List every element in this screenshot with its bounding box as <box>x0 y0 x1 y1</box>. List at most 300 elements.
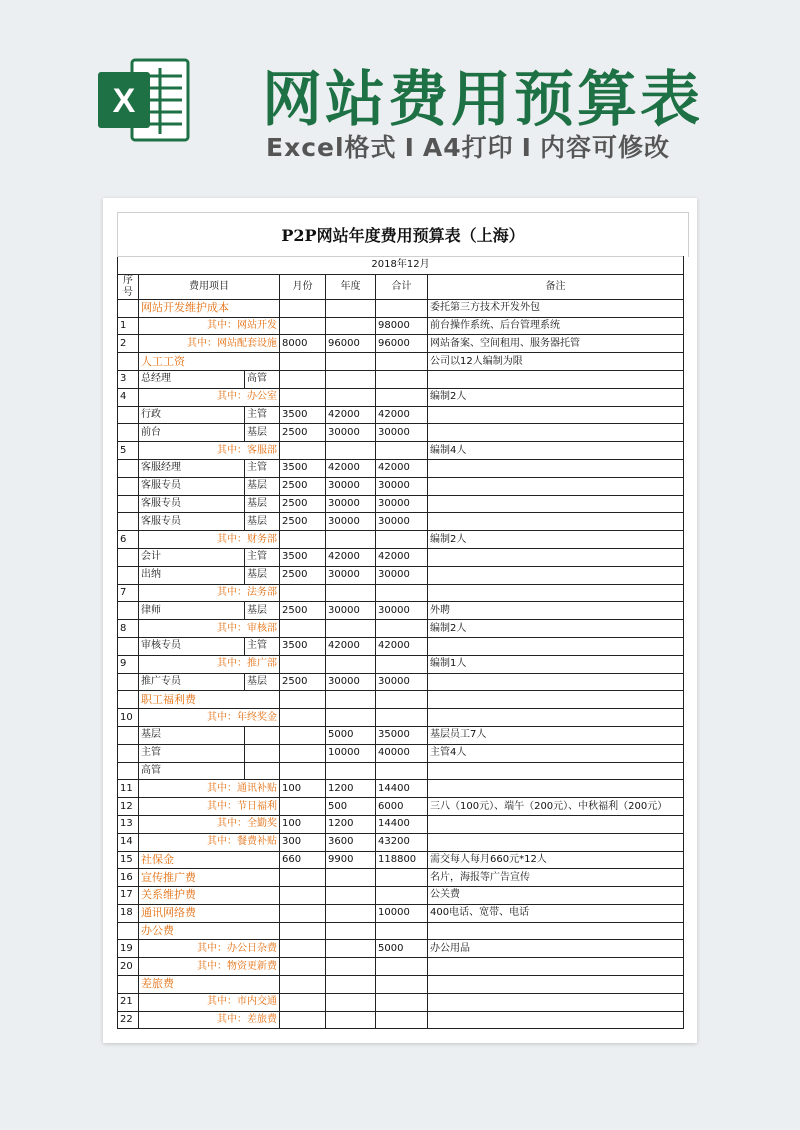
cell-note[interactable] <box>428 477 684 495</box>
cell-item[interactable]: 客服专员 <box>139 477 245 495</box>
cell-item[interactable]: 客服专员 <box>139 495 245 513</box>
cell-monthly[interactable]: 2500 <box>280 513 326 531</box>
cell-level[interactable]: 高管 <box>245 370 280 388</box>
cell-item[interactable]: 关系维护费 <box>139 887 280 905</box>
cell-monthly[interactable]: 2500 <box>280 602 326 620</box>
cell-seq[interactable] <box>118 513 139 531</box>
table-row <box>118 353 684 371</box>
cell-item[interactable]: 办公费 <box>139 922 280 940</box>
col-header-annual[interactable]: 年度 <box>326 274 376 299</box>
cell-item[interactable]: 差旅费 <box>139 976 280 994</box>
cell-seq[interactable] <box>118 353 139 371</box>
table-row <box>118 815 684 833</box>
cell-total[interactable]: 118800 <box>376 851 428 869</box>
subtitle-separator: I <box>404 133 415 162</box>
table-row <box>118 513 684 531</box>
cell-total[interactable] <box>376 922 428 940</box>
cell-total[interactable]: 30000 <box>376 513 428 531</box>
cell-monthly[interactable]: 3500 <box>280 637 326 655</box>
sheet-date[interactable]: 2018年12月 <box>118 257 684 275</box>
cell-annual[interactable] <box>326 584 376 602</box>
cell-total[interactable] <box>376 584 428 602</box>
cell-item[interactable]: 其中：全勤奖 <box>139 815 280 833</box>
cell-note[interactable]: 公关费 <box>428 887 684 905</box>
cell-annual[interactable]: 3600 <box>326 833 376 851</box>
cell-total[interactable]: 5000 <box>376 940 428 958</box>
cell-annual[interactable] <box>326 1011 376 1029</box>
table-row <box>118 584 684 602</box>
cell-monthly[interactable]: 8000 <box>280 335 326 353</box>
table-row <box>118 833 684 851</box>
cell-annual[interactable] <box>326 531 376 549</box>
cell-level[interactable]: 基层 <box>245 477 280 495</box>
cell-total[interactable]: 30000 <box>376 424 428 442</box>
cell-seq[interactable]: 17 <box>118 887 139 905</box>
cell-item[interactable]: 主管 <box>139 744 245 762</box>
cell-note[interactable] <box>428 370 684 388</box>
cell-total[interactable] <box>376 655 428 673</box>
cell-monthly[interactable] <box>280 993 326 1011</box>
cell-seq[interactable]: 13 <box>118 815 139 833</box>
cell-note[interactable]: 编制2人 <box>428 620 684 638</box>
cell-seq[interactable]: 16 <box>118 869 139 887</box>
cell-total[interactable]: 30000 <box>376 602 428 620</box>
cell-note[interactable] <box>428 495 684 513</box>
cell-total[interactable] <box>376 958 428 976</box>
table-row <box>118 424 684 442</box>
cell-item[interactable]: 其中：差旅费 <box>139 1011 280 1029</box>
cell-annual[interactable] <box>326 655 376 673</box>
cell-monthly[interactable] <box>280 299 326 317</box>
cell-total[interactable]: 14400 <box>376 815 428 833</box>
cell-item[interactable]: 职工福利费 <box>139 691 280 709</box>
cell-note[interactable] <box>428 548 684 566</box>
cell-monthly[interactable]: 2500 <box>280 424 326 442</box>
cell-annual[interactable] <box>326 370 376 388</box>
col-header-monthly[interactable]: 月份 <box>280 274 326 299</box>
header-row <box>118 274 684 299</box>
cell-annual[interactable] <box>326 869 376 887</box>
cell-note[interactable] <box>428 406 684 424</box>
cell-seq[interactable]: 6 <box>118 531 139 549</box>
cell-annual[interactable] <box>326 958 376 976</box>
table-row <box>118 922 684 940</box>
cell-annual[interactable] <box>326 620 376 638</box>
table-row <box>118 744 684 762</box>
cell-total[interactable] <box>376 993 428 1011</box>
table-row <box>118 317 684 335</box>
cell-seq[interactable] <box>118 477 139 495</box>
cell-total[interactable]: 6000 <box>376 798 428 816</box>
cell-annual[interactable]: 1200 <box>326 815 376 833</box>
cell-seq[interactable]: 14 <box>118 833 139 851</box>
cell-annual[interactable]: 10000 <box>326 744 376 762</box>
col-header-seq[interactable]: 序号 <box>118 274 139 299</box>
cell-item[interactable]: 网站开发维护成本 <box>139 299 280 317</box>
subtitle-format: Excel格式 <box>266 133 397 162</box>
cell-monthly[interactable]: 3500 <box>280 548 326 566</box>
cell-note[interactable]: 基层员工7人 <box>428 726 684 744</box>
cell-level[interactable]: 基层 <box>245 495 280 513</box>
cell-annual[interactable]: 30000 <box>326 602 376 620</box>
cell-annual[interactable]: 5000 <box>326 726 376 744</box>
cell-seq[interactable]: 9 <box>118 655 139 673</box>
cell-seq[interactable]: 2 <box>118 335 139 353</box>
cell-item[interactable]: 其中：年终奖金 <box>139 709 280 727</box>
cell-total[interactable] <box>376 709 428 727</box>
cell-annual[interactable] <box>326 317 376 335</box>
cell-item[interactable]: 律师 <box>139 602 245 620</box>
cell-item[interactable]: 宣传推广费 <box>139 869 280 887</box>
cell-seq[interactable]: 20 <box>118 958 139 976</box>
table-row <box>118 780 684 798</box>
cell-seq[interactable] <box>118 602 139 620</box>
cell-item[interactable]: 其中：办公日杂费 <box>139 940 280 958</box>
cell-note[interactable]: 前台操作系统、后台管理系统 <box>428 317 684 335</box>
cell-item[interactable]: 通讯网络费 <box>139 904 280 922</box>
cell-annual[interactable] <box>326 904 376 922</box>
cell-level[interactable] <box>245 726 280 744</box>
cell-note[interactable]: 公司以12人编制为限 <box>428 353 684 371</box>
cell-total[interactable]: 35000 <box>376 726 428 744</box>
cell-note[interactable] <box>428 780 684 798</box>
cell-item[interactable]: 其中：网站配套设施 <box>139 335 280 353</box>
cell-note[interactable]: 委托第三方技术开发外包 <box>428 299 684 317</box>
cell-total[interactable]: 42000 <box>376 548 428 566</box>
cell-seq[interactable] <box>118 922 139 940</box>
cell-item[interactable]: 社保金 <box>139 851 280 869</box>
cell-monthly[interactable]: 2500 <box>280 495 326 513</box>
cell-item[interactable]: 推广专员 <box>139 673 245 691</box>
cell-annual[interactable]: 1200 <box>326 780 376 798</box>
cell-total[interactable]: 42000 <box>376 637 428 655</box>
cell-seq[interactable]: 8 <box>118 620 139 638</box>
cell-level[interactable]: 基层 <box>245 602 280 620</box>
cell-monthly[interactable] <box>280 922 326 940</box>
cell-seq[interactable] <box>118 691 139 709</box>
cell-level[interactable] <box>245 762 280 780</box>
subtitle <box>266 128 670 164</box>
cell-seq[interactable]: 21 <box>118 993 139 1011</box>
table-row <box>118 655 684 673</box>
cell-annual[interactable]: 30000 <box>326 513 376 531</box>
cell-item[interactable]: 其中：法务部 <box>139 584 280 602</box>
cell-note[interactable]: 办公用品 <box>428 940 684 958</box>
cell-monthly[interactable]: 2500 <box>280 566 326 584</box>
cell-annual[interactable] <box>326 691 376 709</box>
cell-annual[interactable]: 30000 <box>326 495 376 513</box>
cell-monthly[interactable] <box>280 317 326 335</box>
cell-item[interactable]: 其中：市内交通 <box>139 993 280 1011</box>
cell-total[interactable] <box>376 370 428 388</box>
cell-seq[interactable]: 1 <box>118 317 139 335</box>
cell-level[interactable]: 主管 <box>245 406 280 424</box>
cell-seq[interactable] <box>118 726 139 744</box>
cell-monthly[interactable]: 3500 <box>280 406 326 424</box>
table-row <box>118 459 684 477</box>
cell-total[interactable] <box>376 353 428 371</box>
cell-note[interactable]: 编制2人 <box>428 531 684 549</box>
cell-total[interactable] <box>376 869 428 887</box>
cell-monthly[interactable] <box>280 370 326 388</box>
table-row <box>118 709 684 727</box>
cell-item[interactable]: 其中：审核部 <box>139 620 280 638</box>
spreadsheet-page <box>103 198 697 1043</box>
cell-seq[interactable]: 18 <box>118 904 139 922</box>
cell-seq[interactable] <box>118 762 139 780</box>
cell-level[interactable]: 基层 <box>245 424 280 442</box>
cell-item[interactable]: 其中：通讯补贴 <box>139 780 280 798</box>
cell-total[interactable]: 30000 <box>376 566 428 584</box>
cell-seq[interactable] <box>118 406 139 424</box>
cell-note[interactable] <box>428 424 684 442</box>
cell-note[interactable] <box>428 691 684 709</box>
cell-total[interactable]: 43200 <box>376 833 428 851</box>
cell-item[interactable]: 其中：客服部 <box>139 442 280 460</box>
cell-note[interactable] <box>428 958 684 976</box>
cell-annual[interactable]: 42000 <box>326 548 376 566</box>
cell-seq[interactable] <box>118 976 139 994</box>
cell-annual[interactable] <box>326 299 376 317</box>
cell-monthly[interactable] <box>280 1011 326 1029</box>
table-row <box>118 566 684 584</box>
cell-item[interactable]: 其中：餐费补贴 <box>139 833 280 851</box>
cell-level[interactable]: 基层 <box>245 513 280 531</box>
cell-monthly[interactable]: 3500 <box>280 459 326 477</box>
cell-annual[interactable]: 9900 <box>326 851 376 869</box>
cell-monthly[interactable] <box>280 976 326 994</box>
cell-note[interactable] <box>428 459 684 477</box>
cell-note[interactable]: 400电话、宽带、电话 <box>428 904 684 922</box>
cell-seq[interactable] <box>118 459 139 477</box>
cell-item[interactable]: 其中：物资更新费 <box>139 958 280 976</box>
cell-total[interactable] <box>376 762 428 780</box>
cell-note[interactable] <box>428 673 684 691</box>
cell-seq[interactable] <box>118 424 139 442</box>
cell-monthly[interactable]: 2500 <box>280 477 326 495</box>
cell-monthly[interactable] <box>280 353 326 371</box>
cell-note[interactable] <box>428 566 684 584</box>
cell-monthly[interactable] <box>280 442 326 460</box>
cell-item[interactable]: 会计 <box>139 548 245 566</box>
cell-total[interactable] <box>376 887 428 905</box>
cell-monthly[interactable] <box>280 620 326 638</box>
cell-seq[interactable]: 4 <box>118 388 139 406</box>
table-row <box>118 851 684 869</box>
cell-annual[interactable] <box>326 940 376 958</box>
cell-seq[interactable]: 3 <box>118 370 139 388</box>
cell-monthly[interactable] <box>280 726 326 744</box>
cell-item[interactable]: 其中：推广部 <box>139 655 280 673</box>
table-row <box>118 673 684 691</box>
cell-monthly[interactable] <box>280 709 326 727</box>
cell-seq[interactable]: 7 <box>118 584 139 602</box>
budget-table <box>117 256 684 1029</box>
col-header-note[interactable]: 备注 <box>428 274 684 299</box>
cell-item[interactable]: 出纳 <box>139 566 245 584</box>
table-row <box>118 726 684 744</box>
cell-item[interactable]: 其中：办公室 <box>139 388 280 406</box>
cell-total[interactable]: 42000 <box>376 459 428 477</box>
cell-annual[interactable]: 30000 <box>326 673 376 691</box>
cell-annual[interactable] <box>326 922 376 940</box>
cell-note[interactable]: 外聘 <box>428 602 684 620</box>
cell-monthly[interactable] <box>280 940 326 958</box>
cell-seq[interactable]: 12 <box>118 798 139 816</box>
table-row <box>118 370 684 388</box>
cell-seq[interactable]: 5 <box>118 442 139 460</box>
cell-total[interactable]: 14400 <box>376 780 428 798</box>
cell-note[interactable] <box>428 584 684 602</box>
cell-monthly[interactable] <box>280 887 326 905</box>
cell-seq[interactable]: 19 <box>118 940 139 958</box>
cell-total[interactable] <box>376 620 428 638</box>
cell-total[interactable] <box>376 299 428 317</box>
table-row <box>118 887 684 905</box>
cell-total[interactable] <box>376 691 428 709</box>
cell-annual[interactable] <box>326 993 376 1011</box>
cell-seq[interactable] <box>118 566 139 584</box>
cell-note[interactable] <box>428 993 684 1011</box>
cell-note[interactable]: 主管4人 <box>428 744 684 762</box>
cell-level[interactable]: 主管 <box>245 637 280 655</box>
cell-monthly[interactable] <box>280 655 326 673</box>
cell-monthly[interactable] <box>280 584 326 602</box>
cell-note[interactable] <box>428 922 684 940</box>
logo-letter: X <box>112 82 136 120</box>
cell-total[interactable]: 30000 <box>376 495 428 513</box>
cell-item[interactable]: 其中：节日福利 <box>139 798 280 816</box>
cell-level[interactable]: 主管 <box>245 548 280 566</box>
cell-monthly[interactable] <box>280 869 326 887</box>
cell-note[interactable]: 编制4人 <box>428 442 684 460</box>
cell-seq[interactable]: 15 <box>118 851 139 869</box>
cell-item[interactable]: 审核专员 <box>139 637 245 655</box>
cell-total[interactable] <box>376 442 428 460</box>
cell-annual[interactable] <box>326 762 376 780</box>
cell-item[interactable]: 人工工资 <box>139 353 280 371</box>
cell-annual[interactable]: 42000 <box>326 459 376 477</box>
cell-item[interactable]: 总经理 <box>139 370 245 388</box>
cell-annual[interactable]: 30000 <box>326 477 376 495</box>
table-row <box>118 904 684 922</box>
cell-note[interactable] <box>428 709 684 727</box>
cell-note[interactable]: 需交每人每月660元*12人 <box>428 851 684 869</box>
cell-total[interactable]: 30000 <box>376 673 428 691</box>
col-header-total[interactable]: 合计 <box>376 274 428 299</box>
cell-level[interactable]: 主管 <box>245 459 280 477</box>
cell-level[interactable]: 基层 <box>245 566 280 584</box>
cell-note[interactable] <box>428 637 684 655</box>
cell-monthly[interactable]: 100 <box>280 815 326 833</box>
cell-note[interactable]: 编制2人 <box>428 388 684 406</box>
cell-total[interactable] <box>376 1011 428 1029</box>
cell-note[interactable] <box>428 513 684 531</box>
cell-level[interactable]: 基层 <box>245 673 280 691</box>
cell-annual[interactable] <box>326 887 376 905</box>
cell-total[interactable]: 30000 <box>376 477 428 495</box>
cell-item[interactable]: 客服专员 <box>139 513 245 531</box>
cell-annual[interactable]: 30000 <box>326 424 376 442</box>
cell-total[interactable]: 10000 <box>376 904 428 922</box>
cell-level[interactable] <box>245 744 280 762</box>
cell-item[interactable]: 基层 <box>139 726 245 744</box>
cell-annual[interactable] <box>326 709 376 727</box>
table-row <box>118 1011 684 1029</box>
cell-note[interactable]: 编制1人 <box>428 655 684 673</box>
cell-note[interactable] <box>428 762 684 780</box>
cell-monthly[interactable] <box>280 388 326 406</box>
cell-total[interactable] <box>376 531 428 549</box>
cell-seq[interactable] <box>118 673 139 691</box>
cell-total[interactable]: 42000 <box>376 406 428 424</box>
cell-seq[interactable] <box>118 548 139 566</box>
cell-annual[interactable]: 30000 <box>326 566 376 584</box>
cell-seq[interactable] <box>118 637 139 655</box>
cell-monthly[interactable] <box>280 744 326 762</box>
cell-annual[interactable] <box>326 976 376 994</box>
cell-seq[interactable]: 10 <box>118 709 139 727</box>
cell-note[interactable]: 网站备案、空间租用、服务器托管 <box>428 335 684 353</box>
cell-monthly[interactable] <box>280 531 326 549</box>
cell-monthly[interactable]: 300 <box>280 833 326 851</box>
cell-item[interactable]: 其中：财务部 <box>139 531 280 549</box>
table-row <box>118 762 684 780</box>
cell-monthly[interactable] <box>280 904 326 922</box>
cell-item[interactable]: 客服经理 <box>139 459 245 477</box>
cell-item[interactable]: 行政 <box>139 406 245 424</box>
cell-note[interactable]: 名片，海报等广告宣传 <box>428 869 684 887</box>
cell-monthly[interactable]: 100 <box>280 780 326 798</box>
cell-total[interactable]: 98000 <box>376 317 428 335</box>
subtitle-print: A4打印 <box>422 133 514 162</box>
table-row <box>118 976 684 994</box>
cell-note[interactable] <box>428 815 684 833</box>
table-row <box>118 548 684 566</box>
cell-monthly[interactable] <box>280 958 326 976</box>
cell-total[interactable]: 40000 <box>376 744 428 762</box>
cell-total[interactable] <box>376 388 428 406</box>
cell-total[interactable]: 96000 <box>376 335 428 353</box>
cell-annual[interactable]: 42000 <box>326 406 376 424</box>
cell-monthly[interactable] <box>280 798 326 816</box>
cell-seq[interactable] <box>118 495 139 513</box>
cell-annual[interactable] <box>326 442 376 460</box>
cell-note[interactable] <box>428 833 684 851</box>
cell-seq[interactable]: 11 <box>118 780 139 798</box>
cell-note[interactable] <box>428 1011 684 1029</box>
cell-monthly[interactable]: 660 <box>280 851 326 869</box>
cell-monthly[interactable] <box>280 691 326 709</box>
cell-seq[interactable]: 22 <box>118 1011 139 1029</box>
cell-annual[interactable]: 500 <box>326 798 376 816</box>
cell-note[interactable] <box>428 976 684 994</box>
cell-item[interactable]: 前台 <box>139 424 245 442</box>
cell-total[interactable] <box>376 976 428 994</box>
cell-annual[interactable] <box>326 353 376 371</box>
cell-note[interactable]: 三八（100元）、端午（200元）、中秋福利（200元） <box>428 798 684 816</box>
cell-seq[interactable] <box>118 744 139 762</box>
cell-seq[interactable] <box>118 299 139 317</box>
cell-monthly[interactable] <box>280 762 326 780</box>
cell-annual[interactable]: 96000 <box>326 335 376 353</box>
cell-item[interactable]: 高管 <box>139 762 245 780</box>
cell-monthly[interactable]: 2500 <box>280 673 326 691</box>
cell-annual[interactable]: 42000 <box>326 637 376 655</box>
cell-annual[interactable] <box>326 388 376 406</box>
col-header-item[interactable]: 费用项目 <box>139 274 280 299</box>
cell-item[interactable]: 其中：网站开发 <box>139 317 280 335</box>
